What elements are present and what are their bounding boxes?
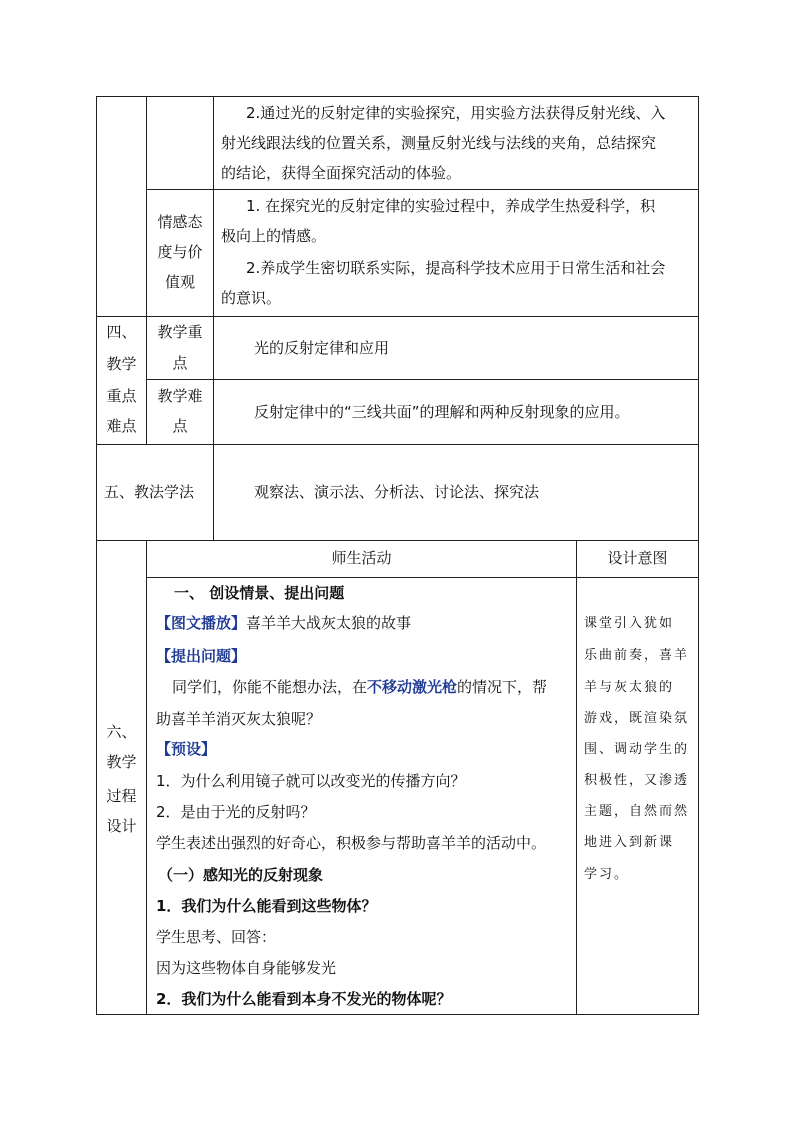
table-line [96, 96, 97, 1015]
question-line [172, 677, 547, 697]
section6-label: 过程 [106, 787, 137, 805]
key-point-label: 教学重 [157, 323, 203, 341]
skills-objective-line: 的结论，获得全面探究活动的体验。 [221, 164, 462, 182]
preset-item: 1．为什么利用镜子就可以改变光的传播方向？ [156, 772, 466, 790]
student-response: 学生表述出强烈的好奇心，积极参与帮助喜羊羊的活动中。 [156, 834, 547, 852]
section4-label: 重点 [106, 387, 137, 405]
sub-heading-perceive: （一）感知光的反射现象 [158, 866, 324, 884]
difficulty-label: 教学难 [157, 387, 203, 405]
intent-line: 围、调动学生的 [584, 742, 690, 757]
table-line [213, 96, 214, 540]
play-text: 喜羊羊大战灰太狼的故事 [246, 614, 412, 632]
ask-question-tag: 【提出问题】 [156, 647, 247, 665]
question-emphasis: 不移动激光枪 [367, 678, 458, 696]
intent-line: 主题，自然而然 [584, 804, 690, 819]
intent-line: 地进入到新课 [584, 835, 675, 850]
emotion-objective-line: 的意识。 [221, 289, 282, 307]
table-line [96, 96, 699, 97]
difficulty-content: 反射定律中的“三线共面”的理解和两种反射现象的应用。 [254, 403, 630, 421]
difficulty-label: 点 [172, 417, 188, 435]
emotion-label: 值观 [164, 273, 195, 291]
intent-line: 游戏，既渲染氛 [584, 711, 690, 726]
section6-label: 教学 [106, 753, 137, 771]
intent-line: 乐曲前奏，喜羊 [584, 648, 690, 663]
intent-line: 学习。 [584, 867, 630, 882]
question-post: 的情况下，帮 [457, 678, 548, 696]
section4-label: 四、 [106, 323, 137, 341]
table-line [96, 444, 699, 445]
section5-label: 五、教法学法 [104, 483, 195, 501]
heading-create-scenario: 一、 创设情景、提出问题 [174, 584, 345, 602]
preset-tag: 【预设】 [156, 740, 217, 758]
question-item: 2．我们为什么能看到本身不发光的物体呢？ [156, 990, 452, 1008]
question-item: 1．我们为什么能看到这些物体？ [156, 897, 377, 915]
play-story-line [156, 613, 411, 633]
table-line [96, 540, 699, 541]
section4-label: 难点 [106, 417, 137, 435]
activity-header: 师生活动 [331, 549, 392, 567]
emotion-label: 情感态 [157, 213, 203, 231]
emotion-objective-line: 2.养成学生密切联系实际，提高科学技术应用于日常生活和社会 [246, 259, 666, 277]
section5-content: 观察法、演示法、分析法、讨论法、探究法 [254, 483, 540, 501]
table-line [146, 540, 147, 1015]
emotion-objective-line: 极向上的情感。 [221, 227, 327, 245]
student-think: 学生思考、回答： [156, 928, 277, 946]
intent-line: 积极性，又渗透 [584, 773, 690, 788]
skills-objective-line: 射光线跟法线的位置关系，测量反射光线与法线的夹角，总结探究 [221, 134, 657, 152]
section6-label: 设计 [106, 817, 137, 835]
table-line [146, 189, 699, 190]
question-pre: 同学们，你能不能想办法，在 [172, 678, 368, 696]
skills-objective-line: 2.通过光的反射定律的实验探究，用实验方法获得反射光线、入 [246, 104, 666, 122]
intent-line: 羊与灰太狼的 [584, 680, 675, 695]
key-point-content: 光的反射定律和应用 [254, 339, 390, 357]
table-line [576, 540, 577, 1015]
student-answer: 因为这些物体自身能够发光 [156, 959, 337, 977]
play-tag: 【图文播放】 [156, 614, 247, 632]
emotion-objective-line: 1. 在探究光的反射定律的实验过程中，养成学生热爱科学，积 [246, 197, 656, 215]
section6-label: 六、 [106, 723, 137, 741]
key-point-label: 点 [172, 354, 188, 372]
preset-item: 2．是由于光的反射吗？ [156, 803, 316, 821]
table-line [96, 1014, 699, 1015]
intent-header: 设计意图 [607, 549, 668, 567]
table-line [146, 577, 699, 578]
intent-line: 课堂引入犹如 [584, 616, 675, 631]
emotion-label: 度与价 [157, 243, 203, 261]
table-line [146, 379, 699, 380]
question-line-2: 助喜羊羊消灭灰太狼呢？ [156, 710, 322, 728]
section4-label: 教学 [106, 355, 137, 373]
table-line [96, 316, 699, 317]
table-line [698, 96, 699, 1015]
